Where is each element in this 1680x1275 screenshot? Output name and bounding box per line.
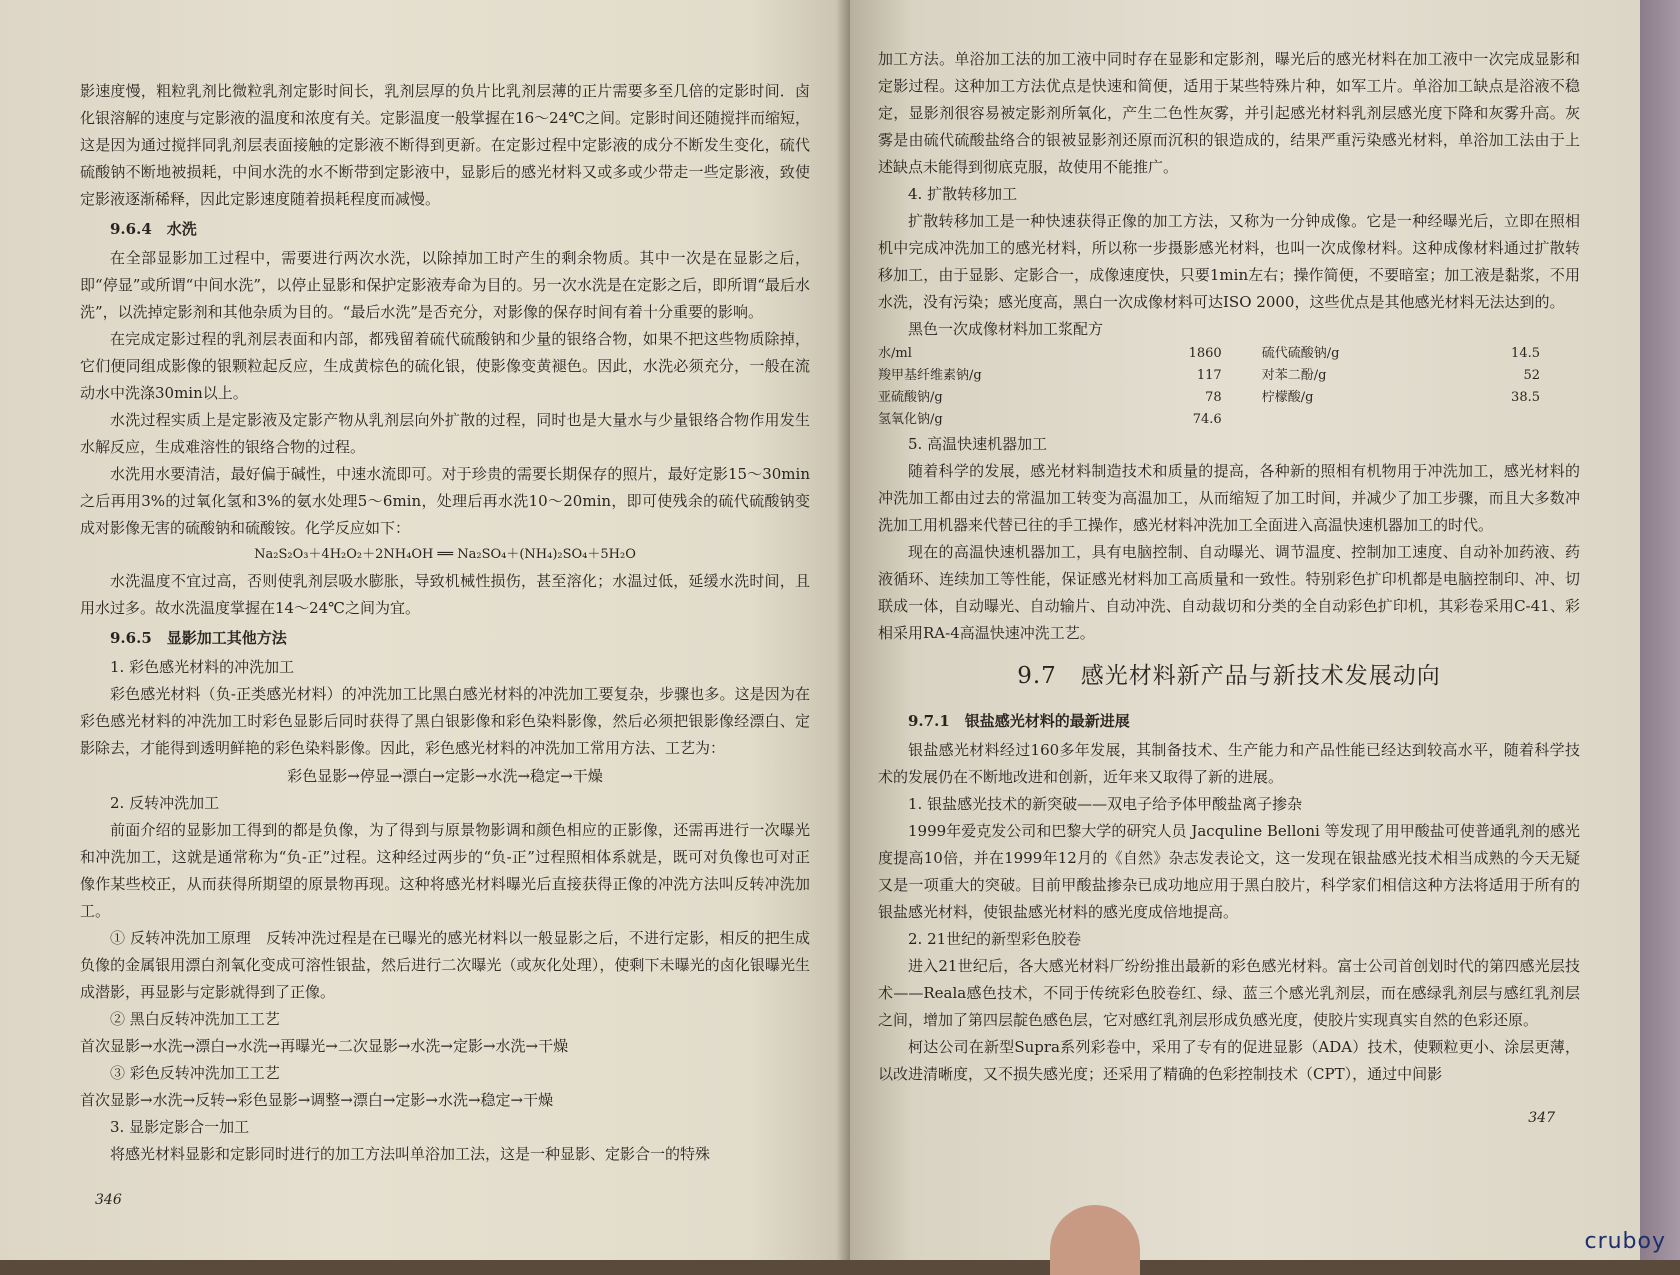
wash-paragraph-2: 在完成定影过程的乳剂层表面和内部，都残留着硫代硫酸钠和少量的银络合物，如果不把这些物质除掉，它们便同组成影像的银颗粒起反应，生成黄棕色的硫化银，使影像变黄褪色。因此，水洗必须充分，一般在流动水中洗涤30min以上。 [80, 330, 810, 402]
watermark: cruboy [1584, 1229, 1666, 1254]
left-top-paragraph: 影速度慢，粗粒乳剂比微粒乳剂定影时间长，乳剂层厚的负片比乳剂层薄的正片需要多至几倍的定影时间．卤化银溶解的速度与定影液的温度和浓度有关。定影温度一般掌握在16～24℃之间。定影时间还随搅拌而缩短，这是因为通过搅拌同乳剂层表面接触的定影液不断得到更新。在定影过程中定影液的成分不断发生变化，硫代硫酸钠不断地被损耗，中间水洗的水不断带到定影液中，显影后的感光材料又或多或少带走一些定影液，致使定影液逐渐稀释，因此定影速度随着损耗程度而减慢。 [80, 82, 810, 208]
bw-reversal-title: ② 黑白反转冲洗加工工艺 [110, 1010, 280, 1028]
formula-ingredient: 亚硫酸钠/g [878, 390, 943, 405]
formula-title: 黑色一次成像材料加工浆配方 [908, 320, 1104, 338]
reversal-principle: ① 反转冲洗加工原理 反转冲洗过程是在已曝光的感光材料以一般显影之后，不进行定影，相反的把生成负像的金属银用漂白剂氧化变成可溶性银盐，然后进行二次曝光（或灰化处理），使剩下未曝光的卤化银曝光生成潜影，再显影与定影就得到了正像。 [80, 929, 810, 1001]
chemical-equation: Na₂S₂O₃＋4H₂O₂＋2NH₄OH ══ Na₂SO₄＋(NH₄)₂SO₄＋5H₂O [254, 547, 636, 562]
wash-paragraph-1: 在全部显影加工过程中，需要进行两次水洗，以除掉加工时产生的剩余物质。其中一次是在显影之后，即“停显”或所谓“中间水洗”，以停止显影和保护定影液寿命为目的。另一次水洗是在定影之后，即所谓“最后水洗”，以洗掉定影剂和其他杂质为目的。“最后水洗”是否充分，对影像的保存时间有着十分重要的影响。 [80, 249, 810, 321]
formula-value: 117 [1196, 368, 1222, 383]
formula-ingredient: 柠檬酸/g [1261, 390, 1314, 405]
high-temp-paragraph-1: 随着科学的发展，感光材料制造技术和质量的提高，各种新的照相有机物用于冲洗加工，感光材料的冲洗加工都由过去的常温加工转变为高温加工，从而缩短了加工时间，并减少了加工步骤，而且大多数冲洗加工用机器来代替已往的手工操作，感光材料冲洗加工全面进入高温快速机器加工的时代。 [878, 462, 1580, 534]
wash-paragraph-3: 水洗过程实质上是定影液及定影产物从乳剂层向外扩散的过程，同时也是大量水与少量银络合物作用发生水解反应，生成难溶性的银络合物的过程。 [80, 411, 810, 456]
formula-row [878, 365, 1580, 387]
color-reversal-flow: 首次显影→水洗→反转→彩色显影→调整→漂白→定影→水洗→稳定→干燥 [80, 1091, 554, 1109]
diffusion-title: 4. 扩散转移加工 [908, 185, 1018, 203]
silver-salt-paragraph-3: 1999年爱克发公司和巴黎大学的研究人员 Jacquline Belloni 等发现了用甲酸盐可使普通乳剂的感光度提高10倍，并在1999年12月的《自然》杂志发表论文，这一发现在银盐感光技术相当成熟的今天无疑又是一项重大的突破。目前甲酸盐掺杂已成功地应用于黑白胶片，科学家们相信这种方法将适用于所有的银盐感光材料，使银盐感光材料的感光度成倍地提高。 [878, 822, 1580, 921]
page-stack-edge [1640, 0, 1680, 1260]
combined-processing-paragraph: 将感光材料显影和定影同时进行的加工方法叫单浴加工法，这是一种显影、定影合一的特殊 [110, 1145, 711, 1163]
color-process-flow: 彩色显影→停显→漂白→定影→水洗→稳定→干燥 [287, 767, 603, 785]
silver-salt-paragraph-2: 1. 银盐感光技术的新突破——双电子给予体甲酸盐离子掺杂 [908, 795, 1303, 813]
formula-ingredient: 对苯二酚/g [1261, 368, 1327, 383]
reversal-paragraph: 前面介绍的显影加工得到的都是负像，为了得到与原景物影调和颜色相应的正影像，还需再进行一次曝光和冲洗加工，这就是通常称为“负-正”过程。这种经过两步的“负-正”过程照相体系就是，既可对负像也可对正像作某些校正，从而获得所期望的原景物再现。这种将感光材料曝光后直接获得正像的冲洗方法叫反转冲洗加工。 [80, 821, 810, 920]
high-temp-paragraph-2: 现在的高温快速机器加工，具有电脑控制、自动曝光、调节温度、控制加工速度、自动补加药液、药液循环、连续加工等性能，保证感光材料加工高质量和一致性。特别彩色扩印机都是电脑控制印、冲、切联成一体，自动曝光、自动输片、自动冲洗、自动裁切和分类的全自动彩色扩印机，其彩卷采用C-41、彩相采用RA-4高温快速冲洗工艺。 [878, 543, 1580, 642]
combined-processing-title: 3. 显影定影合一加工 [110, 1118, 250, 1136]
color-reversal-title: ③ 彩色反转冲洗加工工艺 [110, 1064, 280, 1082]
formula-table [878, 343, 1580, 431]
single-bath-paragraph: 加工方法。单浴加工法的加工液中同时存在显影和定影剂，曝光后的感光材料在加工液中一次完成显影和定影过程。这种加工方法优点是快速和简便，适用于某些特殊片种，如军工片。单浴加工缺点是浴液不稳定，显影剂很容易被定影剂所氧化，产生二色性灰雾，并引起感光材料乳剂层感光度下降和灰雾升高。灰雾是由硫代硫酸盐络合的银被显影剂还原而沉积的银造成的，结果严重污染感光材料，单浴加工法由于上述缺点未能得到彻底克服，故使用不能推广。 [878, 50, 1580, 176]
wash-temperature-paragraph: 水洗温度不宜过高，否则使乳剂层吸水膨胀，导致机械性损伤，甚至溶化；水温过低，延缓水洗时间，且用水过多。故水洗温度掌握在14～24℃之间为宜。 [80, 572, 810, 617]
formula-value: 14.5 [1511, 346, 1540, 361]
high-temp-title: 5. 高温快速机器加工 [908, 435, 1048, 453]
reversal-title: 2. 反转冲洗加工 [110, 794, 220, 812]
formula-ingredient: 氢氧化钠/g [878, 412, 943, 427]
formula-value: 52 [1523, 368, 1540, 383]
formula-value: 1860 [1188, 346, 1222, 361]
section-heading-965: 9.6.5 显影加工其他方法 [110, 629, 287, 647]
color-processing-title: 1. 彩色感光材料的冲洗加工 [110, 658, 295, 676]
diffusion-paragraph: 扩散转移加工是一种快速获得正像的加工方法，又称为一分钟成像。它是一种经曝光后，立即在照相机中完成冲洗加工的感光材料，所以称一步摄影感光材料，也叫一次成像材料。这种成像材料通过扩散转移加工，由于显影、定影合一，成像速度快，只要1min左右；操作简便，不要暗室；加工液是黏浆，不用水洗，没有污染；感光度高，黑白一次成像材料可达ISO 2000，这些优点是其他感光材料无法达到的。 [878, 212, 1580, 311]
silver-salt-paragraph-5: 进入21世纪后，各大感光材料厂纷纷推出最新的彩色感光材料。富士公司首创划时代的第四感光层技术——Reala感色技术，不同于传统彩色胶卷红、绿、蓝三个感光乳剂层，而在感绿乳剂层与感红乳剂层之间，增加了第四层靛色感色层，它对感红乳剂层形成负感光度，使胶片实现真实自然的色彩还原。 [878, 957, 1580, 1029]
formula-value: 74.6 [1192, 412, 1222, 427]
silver-salt-paragraph-4: 2. 21世纪的新型彩色胶卷 [908, 930, 1082, 948]
bw-reversal-flow: 首次显影→水洗→漂白→水洗→再曝光→二次显影→水洗→定影→水洗→干燥 [80, 1037, 569, 1055]
color-processing-paragraph: 彩色感光材料（负-正类感光材料）的冲洗加工比黑白感光材料的冲洗加工要复杂，步骤也多。这是因为在彩色感光材料的冲洗加工时彩色显影后同时获得了黑白银影像和彩色染料影像，然后必须把银影像经漂白、定影除去，才能得到透明鲜艳的彩色染料影像。因此，彩色感光材料的冲洗加工常用方法、工艺为： [80, 685, 810, 757]
page-number-left: 346 [95, 1192, 122, 1208]
section-heading-97: 9.7 感光材料新产品与新技术发展动向 [1017, 663, 1441, 689]
formula-row [878, 409, 1580, 431]
formula-row [878, 387, 1580, 409]
formula-ingredient: 硫代硫酸钠/g [1261, 346, 1340, 361]
wash-paragraph-4: 水洗用水要清洁，最好偏于碱性，中速水流即可。对于珍贵的需要长期保存的照片，最好定影15～30min之后再用3%的过氧化氢和3%的氨水处理5～6min，处理后再水洗10～20min，即可使残余的硫代硫酸钠变成对影像无害的硫酸钠和硫酸铵。化学反应如下： [80, 465, 810, 537]
silver-salt-paragraph-1: 银盐感光材料经过160多年发展，其制备技术、生产能力和产品性能已经达到较高水平，随着科学技术的发展仍在不断地改进和创新，近年来又取得了新的进展。 [878, 741, 1580, 786]
section-heading-964: 9.6.4 水洗 [110, 220, 197, 238]
formula-value: 78 [1205, 390, 1222, 405]
right-page [850, 0, 1640, 1260]
formula-row [878, 343, 1580, 365]
formula-ingredient: 羧甲基纤维素钠/g [878, 368, 982, 383]
formula-value: 38.5 [1511, 390, 1540, 405]
formula-ingredient: 水/ml [878, 346, 912, 361]
section-heading-971: 9.7.1 银盐感光材料的最新进展 [908, 712, 1130, 730]
page-number-right: 347 [1528, 1110, 1555, 1126]
silver-salt-paragraph-6: 柯达公司在新型Supra系列彩卷中，采用了专有的促进显影（ADA）技术，使颗粒更小、涂层更薄，以改进清晰度，又不损失感光度；还采用了精确的色彩控制技术（CPT），通过中间影 [878, 1038, 1580, 1083]
